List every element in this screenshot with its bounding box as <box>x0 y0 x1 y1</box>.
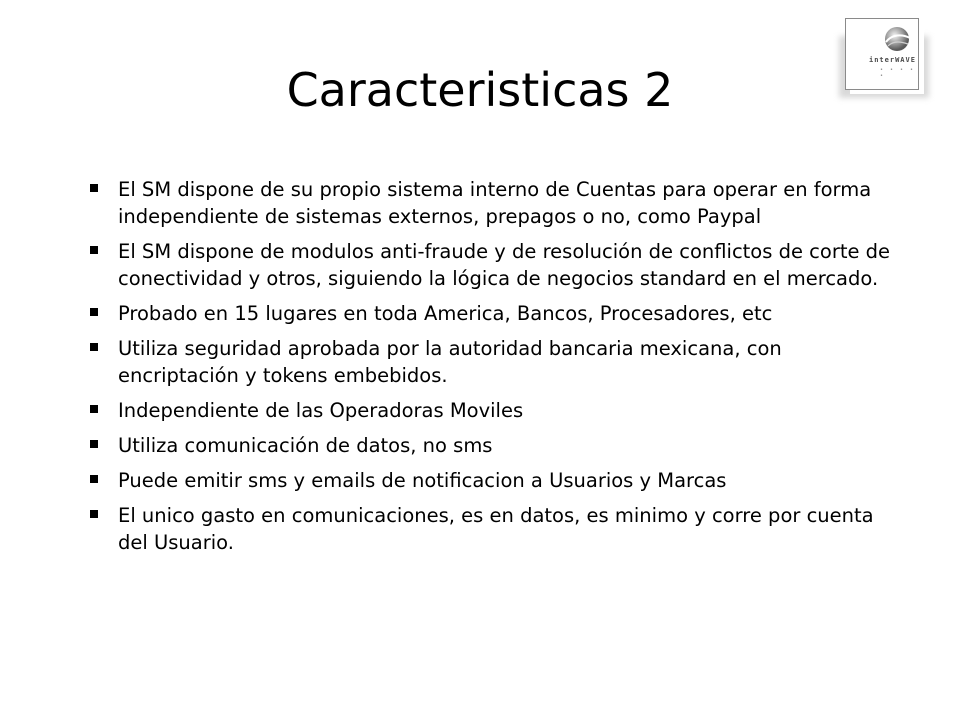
bullet-item <box>78 432 908 459</box>
bullet-item <box>78 300 908 327</box>
square-bullet-icon <box>90 475 98 483</box>
bullet-item <box>78 176 908 230</box>
square-bullet-icon <box>90 308 98 316</box>
bullet-text: Utiliza seguridad aprobada por la autoridad bancaria mexicana, con encriptación y tokens embebidos. <box>118 337 782 387</box>
square-bullet-icon <box>90 405 98 413</box>
square-bullet-icon <box>90 246 98 254</box>
bullet-text: Independiente de las Operadoras Moviles <box>118 399 524 422</box>
square-bullet-icon <box>90 440 98 448</box>
logo-wordmark: interWAVE <box>869 56 916 64</box>
bullet-text: El unico gasto en comunicaciones, es en datos, es minimo y corre por cuenta del Usuario. <box>118 504 874 554</box>
bullet-text: Utiliza comunicación de datos, no sms <box>118 434 493 457</box>
bullet-item <box>78 502 908 556</box>
bullet-list <box>78 176 908 564</box>
slide-title: Caracteristicas 2 <box>286 63 674 117</box>
bullet-text: Probado en 15 lugares en toda America, Bancos, Procesadores, etc <box>118 302 773 325</box>
bullet-text: El SM dispone de modulos anti-fraude y de resolución de conflictos de corte de conectividad y otros, siguiendo la lógica de negocios standard en el mercado. <box>118 240 891 290</box>
bullet-item <box>78 238 908 292</box>
globe-swirl-icon <box>880 24 914 54</box>
bullet-item <box>78 335 908 389</box>
square-bullet-icon <box>90 510 98 518</box>
bullet-item <box>78 467 908 494</box>
logo-dots: • • • • • <box>880 67 916 79</box>
bullet-text: Puede emitir sms y emails de notificacion a Usuarios y Marcas <box>118 469 727 492</box>
bullet-text: El SM dispone de su propio sistema interno de Cuentas para operar en forma independiente de sistemas externos, prepagos o no, como Paypal <box>118 178 872 228</box>
square-bullet-icon <box>90 343 98 351</box>
bullet-item <box>78 397 908 424</box>
square-bullet-icon <box>90 184 98 192</box>
